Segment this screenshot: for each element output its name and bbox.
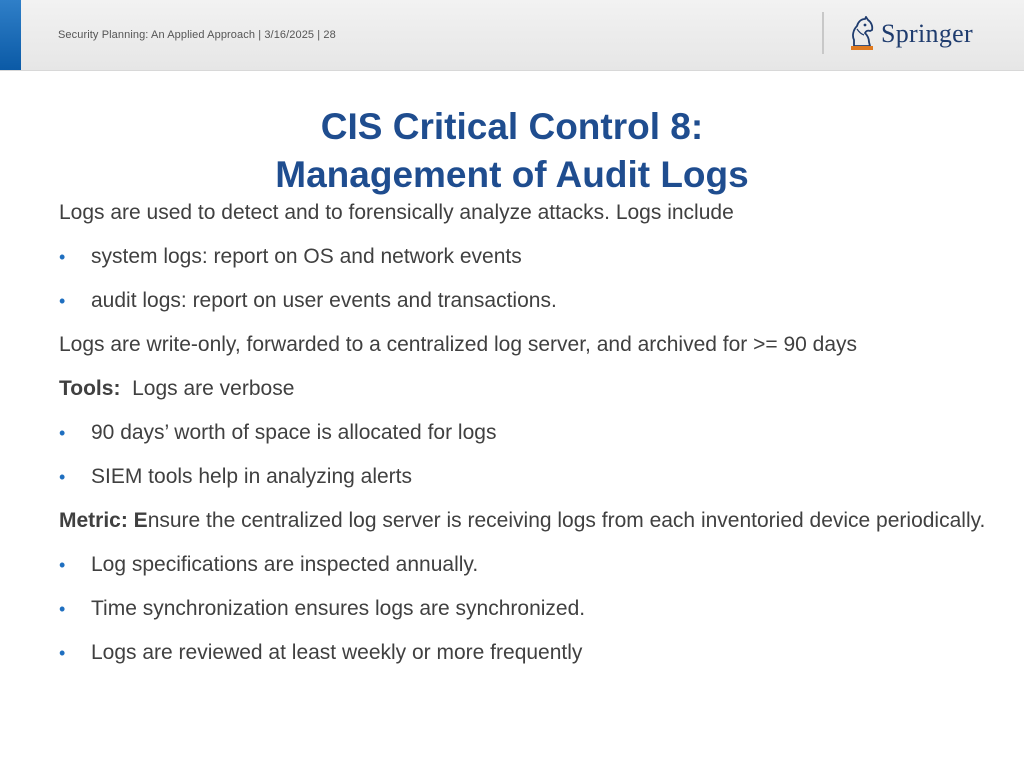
list-item — [59, 242, 989, 272]
title-line-2: Management of Audit Logs — [275, 154, 749, 195]
tools-label: Tools: — [59, 377, 121, 400]
slide-header — [0, 0, 1024, 71]
bullet-icon: • — [59, 643, 66, 663]
bullet-text: system logs: report on OS and network events — [91, 245, 522, 268]
title-line-1: CIS Critical Control 8: — [320, 106, 704, 147]
bullet-icon: • — [59, 247, 66, 267]
bullet-icon: • — [59, 423, 66, 443]
bullet-text: 90 days’ worth of space is allocated for logs — [91, 421, 497, 444]
bullet-icon: • — [59, 599, 66, 619]
header-divider — [822, 12, 824, 54]
list-item — [59, 418, 989, 448]
tools-text: Logs are verbose — [120, 377, 295, 400]
bullet-text: Time synchronization ensures logs are synchronized. — [91, 597, 586, 620]
slide-title — [0, 103, 1024, 199]
logo-text: Springer — [881, 19, 973, 48]
accent-strip — [0, 0, 21, 70]
list-item — [59, 462, 989, 492]
bullet-icon: • — [59, 467, 66, 487]
metric-label: Metric: E — [59, 509, 148, 532]
metric-paragraph — [59, 506, 989, 536]
slide-body — [59, 198, 989, 682]
bullet-text: Log specifications are inspected annually. — [91, 553, 479, 576]
list-item — [59, 550, 989, 580]
list-item — [59, 286, 989, 316]
bullet-text: audit logs: report on user events and transactions. — [91, 289, 557, 312]
bullet-icon: • — [59, 555, 66, 575]
springer-knight-icon — [848, 16, 876, 52]
storage-paragraph: Logs are write-only, forwarded to a centralized log server, and archived for >= 90 days — [59, 333, 858, 356]
bullet-text: SIEM tools help in analyzing alerts — [91, 465, 412, 488]
list-item — [59, 594, 989, 624]
header-footer-text: Security Planning: An Applied Approach | 3/16/2025 | 28 — [58, 29, 336, 41]
intro-paragraph: Logs are used to detect and to forensically analyze attacks. Logs include — [59, 201, 734, 224]
tools-paragraph — [59, 374, 989, 404]
bullet-text: Logs are reviewed at least weekly or more frequently — [91, 641, 583, 664]
springer-logo — [848, 14, 973, 54]
list-item — [59, 638, 989, 668]
bullet-icon: • — [59, 291, 66, 311]
metric-text: nsure the centralized log server is receiving logs from each inventoried device periodically. — [147, 509, 986, 532]
